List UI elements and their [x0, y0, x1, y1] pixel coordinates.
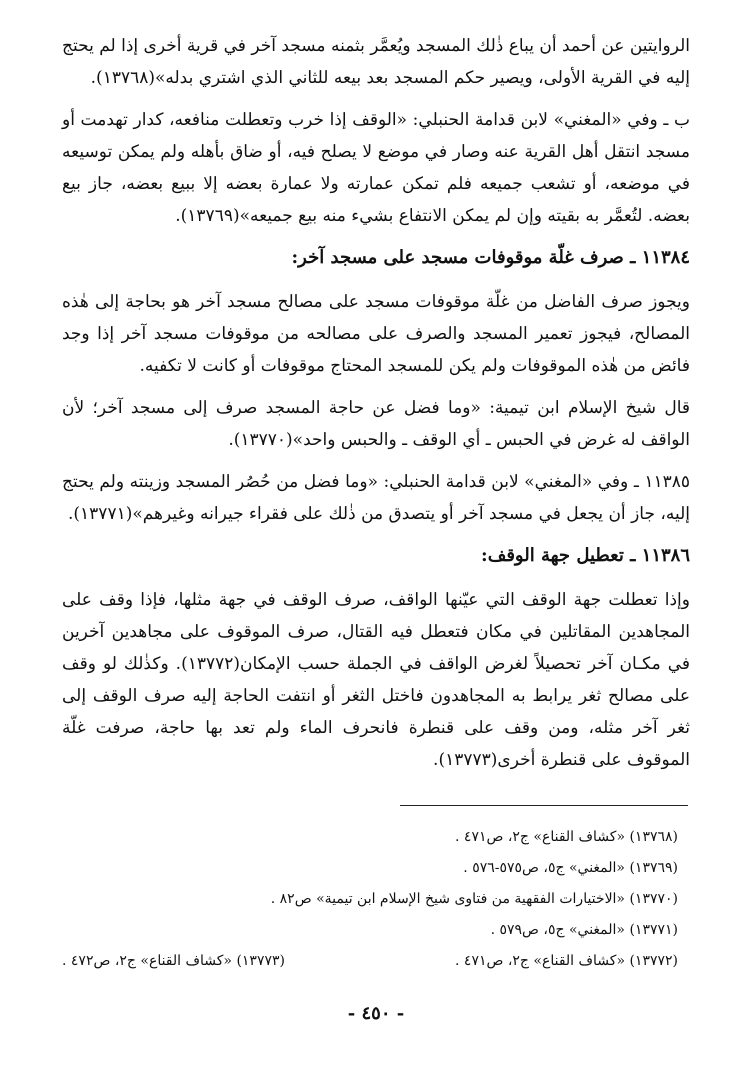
footnote-13773: (١٣٧٧٣) «كشاف القناع» ج٢، ص٤٧٢ . [62, 953, 285, 969]
footnote-13770: (١٣٧٧٠) «الاختيارات الفقهية من فتاوى شيخ الإسلام ابن تيمية» ص٨٢ . [270, 891, 678, 907]
paragraph-4: قال شيخ الإسلام ابن تيمية: «وما فضل عن حاجة المسجد صرف إلى مسجد آخر؛ لأن الواقف له غرض في الحبس ـ أي الوقف ـ والحبس واحد»(١٣٧٧٠). [62, 398, 690, 450]
paragraph-5: ١١٣٨٥ ـ وفي «المغني» لابن قدامة الحنبلي: «وما فضل من حُصُر المسجد وزينته ولم يحتج إليه، جاز أن يجعل في مسجد آخر أو يتصدق من ذٰلك على فقراء جيرانه وغيرهم»(١٣٧٧١). [62, 472, 690, 524]
footnote-13769: (١٣٧٦٩) «المغني» ج٥، ص٥٧٥-٥٧٦ . [463, 860, 678, 876]
paragraph-3: ويجوز صرف الفاضل من غلّة موقوفات مسجد على مصالح مسجد آخر هو بحاجة إلى هٰذه المصالح، فيجوز تعمير المسجد والصرف على مصالحه من موقوفات مسجد آخر إذا وجد فائض من هٰذه الموقوفات ولم يكن للمسجد المحتاج موقوفات أو كانت لا تكفيه. [62, 292, 690, 376]
footnote-row [62, 946, 678, 977]
paragraph-1: الروايتين عن أحمد أن يباع ذٰلك المسجد ويُعمَّر بثمنه مسجد آخر في قرية أخرى إذا لم يحتج إليه في القرية الأولى، ويصير حكم المسجد بعد بيعه للثاني الذي اشتري بدله»(١٣٧٦٨). [62, 36, 690, 88]
main-text [62, 30, 690, 786]
footnote-13772: (١٣٧٧٢) «كشاف القناع» ج٢، ص٤٧١ . [455, 953, 678, 969]
footnote-separator [400, 805, 688, 806]
footnote-13768: (١٣٧٦٨) «كشاف القناع» ج٢، ص٤٧١ . [455, 829, 678, 845]
section-heading-11384: ١١٣٨٤ ـ صرف غلّة موقوفات مسجد على مسجد آخر: [291, 247, 690, 268]
footnote-13771: (١٣٧٧١) «المغني» ج٥، ص٥٧٩ . [490, 922, 678, 938]
section-heading-11386: ١١٣٨٦ ـ تعطيل جهة الوقف: [481, 545, 690, 566]
page-number: - ٤٥٠ - [347, 1003, 405, 1024]
paragraph-6: وإذا تعطلت جهة الوقف التي عيّنها الواقف، صرف الوقف في جهة مثلها، فإذا وقف على المجاهدين المقاتلين في مكان فتعطل فيه القتال، صرف الموقوف على مجاهدين آخرين في مكـان آخر تحصيلاً لغرض الواقف في الجملة حسب الإمكان(١٣٧٧٢). وكذٰلك لو وقف على مصالح ثغر يرابط به المجاهدون فاختل الثغر أو انتفت الحاجة إليه صرف الوقف إلى ثغر آخر مثله، ومن وقف على قنطرة فانحرف الماء ولم تعد بها حاجة، صرفت غلّة الموقوف على قنطرة أخرى(١٣٧٧٣). [62, 590, 690, 770]
footnotes [62, 822, 678, 977]
paragraph-2: ب ـ وفي «المغني» لابن قدامة الحنبلي: «الوقف إذا خرب وتعطلت منافعه، كدار تهدمت أو مسجد انتقل أهل القرية عنه وصار في موضع لا يصلح فيه، أو ضاق بأهله ولم يمكن توسيعه في موضعه، أو تشعب جميعه فلم تمكن عمارته ولا عمارة بعضه إلا ببيع بعضه، جاز بيع بعضه. لتُعمَّر به بقيته وإن لم يمكن الانتفاع بشيء منه بيع جميعه»(١٣٧٦٩). [62, 110, 690, 226]
